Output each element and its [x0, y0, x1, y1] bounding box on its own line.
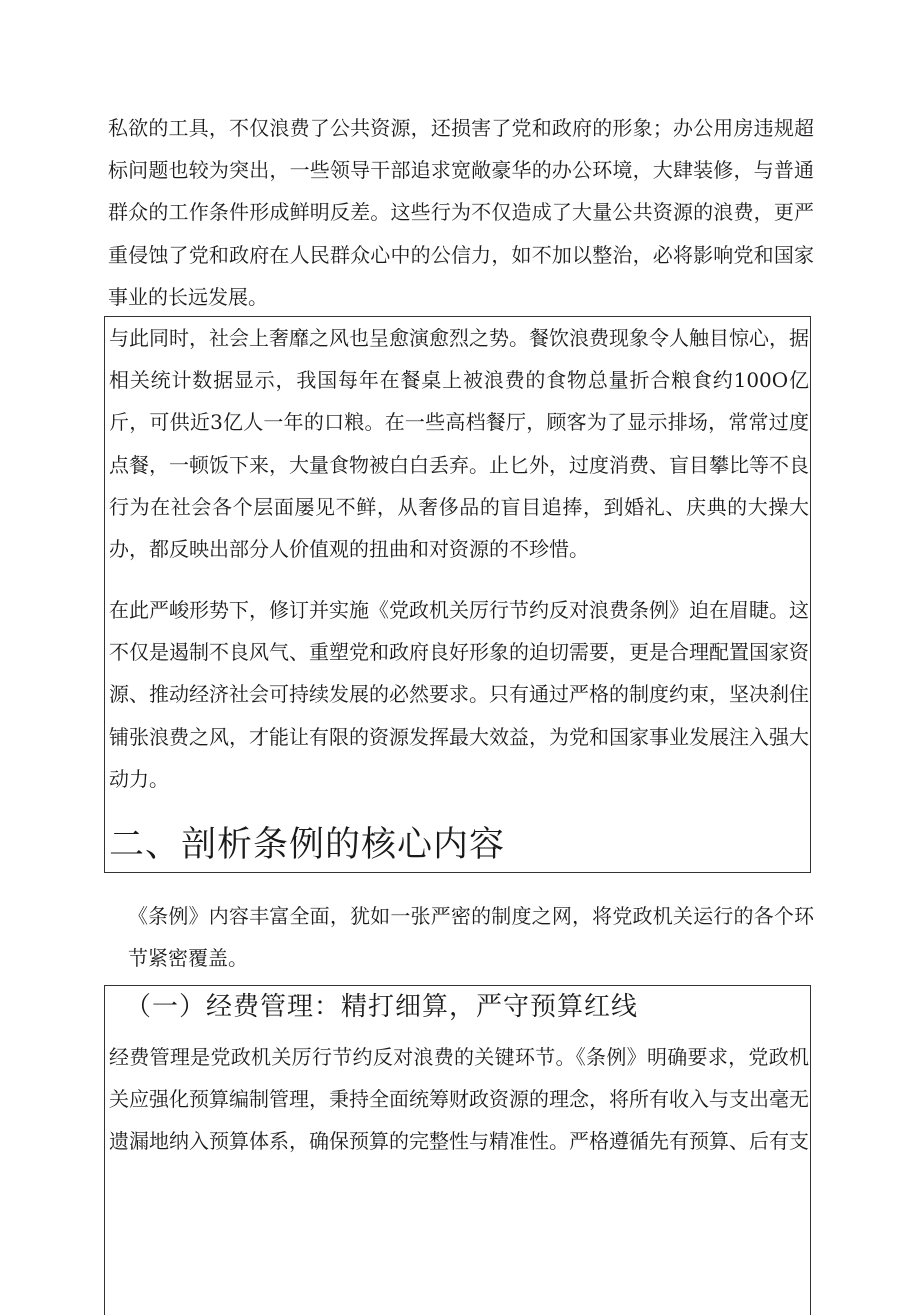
body-paragraph: 《条例》内容丰富全面，犹如一张严密的制度之网，将党政机关运行的各个环节紧密覆盖。: [128, 904, 814, 971]
body-paragraph: 经费管理是党政机关厉行节约反对浪费的关键环节。《条例》明确要求，党政机关应强化预算编制管理，秉持全面统筹财政资源的理念，将所有收入与支出毫无遗漏地纳入预算体系，确保预算的完整性与精准性。严格遵循先有预算、后有支: [109, 1045, 809, 1154]
body-paragraph: 与此同时，社会上奢靡之风也呈愈演愈烈之势。餐饮浪费现象令人触目惊心，据相关统计数据显示，我国每年在餐桌上被浪费的食物总量折合粮食约100O亿斤，可供近3亿人一年的口粮。在一些高档餐厅，顾客为了显示排场，常常过度点餐，一顿饭下来，大量食物被白白丢弃。止匕外，过度消费、盲目攀比等不良行为在社会各个层面屡见不鲜，从奢侈品的盲目追捧，到婚礼、庆典的大操大办，都反映出部分人价值观的扭曲和对资源的不珍惜。: [109, 326, 809, 562]
section-heading: 二、剖析条例的核心内容: [109, 825, 506, 865]
body-paragraph: 在此严峻形势下，修订并实施《党政机关厉行节约反对浪费条例》迫在眉睫。这不仅是遏制不良风气、重塑党和政府良好形象的迫切需要，更是合理配置国家资源、推动经济社会可持续发展的必然要求。只有通过严格的制度约束，坚决刹住铺张浪费之风，才能让有限的资源发挥最大效益，为党和国家事业发展注入强大动力。: [109, 598, 809, 791]
content-box: [104, 316, 811, 873]
body-paragraph: 私欲的工具，不仅浪费了公共资源，还损害了党和政府的形象；办公用房违规超标问题也较为突出，一些领导干部追求宽敞豪华的办公环境，大肆装修，与普通群众的工作条件形成鲜明反差。这些行为不仅造成了大量公共资源的浪费，更严重侵蚀了党和政府在人民群众心中的公信力，如不加以整治，必将影响党和国家事业的长远发展。: [108, 116, 814, 309]
content-box: [104, 985, 811, 1315]
subsection-heading: （一）经费管理：精打细算，严守预算红线: [125, 992, 639, 1022]
